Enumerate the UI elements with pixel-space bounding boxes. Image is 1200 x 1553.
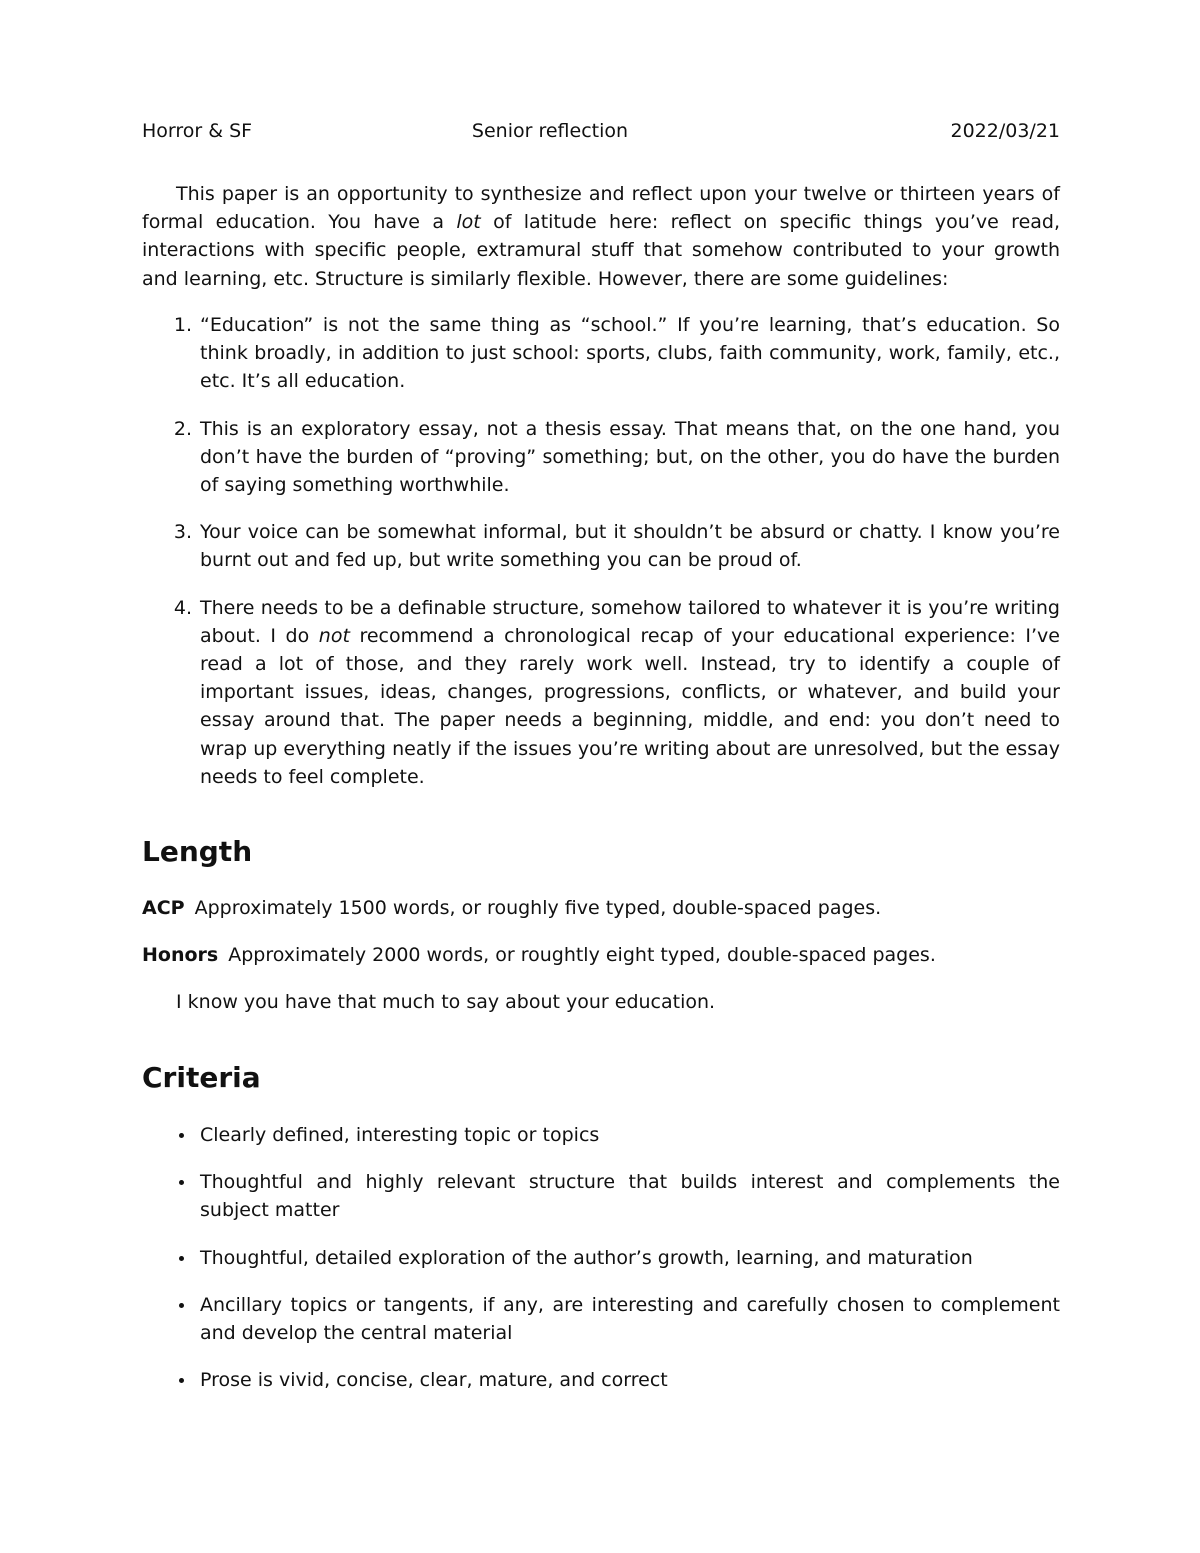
criteria-item: [142, 1121, 1060, 1149]
criteria-item: [142, 1291, 1060, 1347]
criteria-text: Clearly defined, interesting topic or topics: [200, 1124, 600, 1146]
guideline-number: 3.: [173, 521, 192, 544]
guideline-emphasis: not: [318, 624, 350, 647]
header-title: Senior reflection: [471, 120, 629, 142]
guidelines-list: [142, 311, 1060, 810]
criteria-text: Thoughtful and highly relevant structure that builds interest and complements the subject matter: [200, 1171, 1060, 1222]
criteria-text: Ancillary topics or tangents, if any, are interesting and carefully chosen to complement and develop the central material: [200, 1293, 1060, 1345]
criteria-item: [142, 1168, 1060, 1224]
guideline-text-1: There needs to be a definable structure, somehow tailored to whatever it is you’re writing about. I do: [200, 596, 1060, 647]
criteria-list: [142, 1121, 1060, 1413]
length-note: I know you have that much to say about your education.: [176, 991, 716, 1013]
bullet-icon: [179, 1133, 184, 1138]
criteria-text: Prose is vivid, concise, clear, mature, and correct: [200, 1369, 668, 1392]
bullet-icon: [179, 1180, 184, 1185]
intro-text-1: This paper is an opportunity to synthesize and reflect upon your twelve or thirteen years of formal education. You have a: [142, 183, 1060, 234]
length-heading: Length: [142, 835, 253, 868]
guideline-text: This is an exploratory essay, not a thesis essay. That means that, on the one hand, you don’t have the burden of “proving” something; but, on the other, you do have the burden of saying something worthwhile.: [200, 417, 1060, 497]
header-course: Horror & SF: [142, 120, 253, 142]
intro-paragraph: [142, 180, 1060, 293]
guideline-number: 2.: [173, 417, 192, 440]
length-honors-text: Approximately 2000 words, or roughtly eight typed, double-spaced pages.: [228, 944, 936, 966]
criteria-text: Thoughtful, detailed exploration of the author’s growth, learning, and maturation: [200, 1246, 973, 1269]
length-honors-term: Honors: [142, 944, 219, 966]
bullet-icon: [179, 1378, 184, 1383]
guideline-number: 1.: [173, 314, 192, 336]
length-honors-row: [142, 941, 1060, 969]
criteria-item: [142, 1244, 1060, 1272]
guideline-text: Your voice can be somewhat informal, but it shouldn’t be absurd or chatty. I know you’re burnt out and fed up, but write something you can be proud of.: [200, 521, 1060, 572]
guideline-item: [142, 311, 1060, 396]
criteria-heading: Criteria: [142, 1061, 261, 1094]
intro-text-2: of latitude here: reflect on specific things you’ve read, interactions with specific people, extramural stuff that somehow contributed to your growth and learning, etc. Structure is similarly flexible. However, there are some guidelines:: [142, 211, 1060, 290]
header-date: 2022/03/21: [950, 120, 1060, 142]
guideline-text-2: recommend a chronological recap of your educational experience: I’ve read a lot of those, and they rarely work well. Instead, try to identify a couple of important issues, ideas, changes, progressions, conflicts, or whatever, and build your essay around that. The paper needs a beginning, middle, and end: you don’t need to wrap up everything neatly if the issues you’re writing about are unresolved, but the essay needs to feel complete.: [200, 624, 1060, 788]
intro-emphasis: lot: [456, 211, 481, 234]
length-acp-row: [142, 894, 1060, 922]
bullet-icon: [179, 1256, 184, 1261]
guideline-text: “Education” is not the same thing as “school.” If you’re learning, that’s education. So think broadly, in addition to just school: sports, clubs, faith community, work, family, etc., etc. It’s all education.: [200, 314, 1060, 393]
guideline-item: [142, 415, 1060, 500]
criteria-item: [142, 1366, 1060, 1394]
length-acp-term: ACP: [142, 897, 185, 919]
running-header: [142, 117, 1060, 145]
bullet-icon: [179, 1303, 184, 1308]
guideline-item: [142, 518, 1060, 574]
guideline-number: 4.: [173, 596, 192, 619]
guideline-item: [142, 594, 1060, 791]
length-acp-text: Approximately 1500 words, or roughly five typed, double-spaced pages.: [194, 897, 882, 919]
